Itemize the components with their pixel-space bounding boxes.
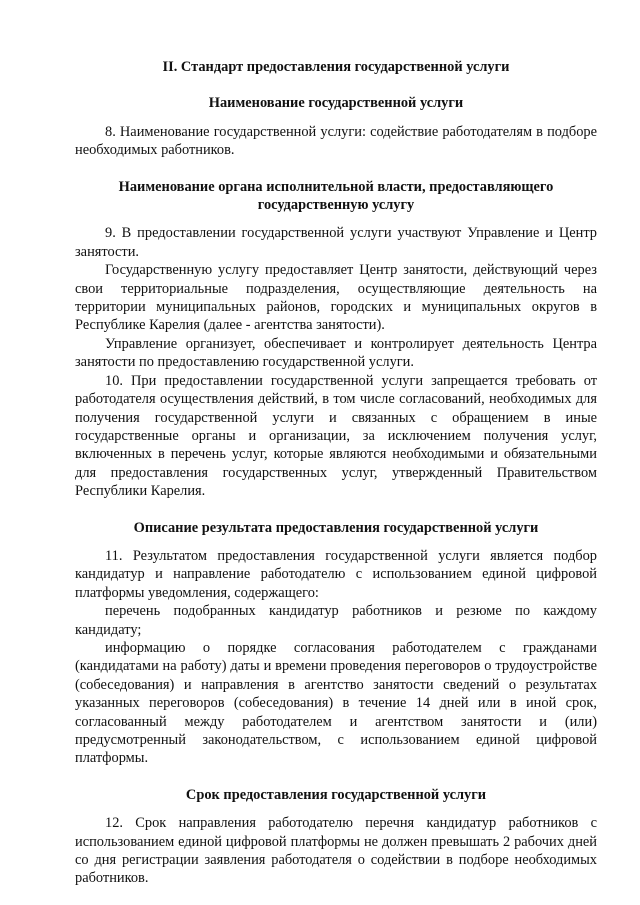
heading-service-term: Срок предоставления государственной услуги <box>185 786 487 803</box>
heading-result-description: Описание результата предоставления государственной услуги <box>133 519 539 536</box>
paragraph-11: 11. Результатом предоставления государственной услуги является подбор кандидатур и направление работодателю с использованием единой цифровой платформы уведомления, содержащего: <box>75 547 597 601</box>
paragraph-candidate-list: перечень подобранных кандидатур работников и резюме по каждому кандидату; <box>75 603 597 638</box>
paragraph-8: 8. Наименование государственной услуги: содействие работодателям в подборе необходимых работников. <box>75 123 597 159</box>
heading-executive-body: Наименование органа исполнительной власти, предоставляющего государственную услугу <box>118 178 554 214</box>
paragraph-12: 12. Срок направления работодателю перечня кандидатур работников с использованием единой цифровой платформы не должен превышать 2 рабочих дней со дня регистрации заявления работодателя о содействии в подборе необходимых работников. <box>75 815 597 887</box>
paragraph-10: 10. При предоставлении государственной услуги запрещается требовать от работодателя осуществления действий, в том числе согласований, необходимых для получения государственной услуги и связанных с обращением в иные государственные органы и организации, за исключением получения услуг, включенных в перечень услуг, которые являются необходимыми и обязательными для предоставления государственных услуг, утвержденный Правительством Республики Карелия. <box>75 372 597 500</box>
paragraph-employment-center: Государственную услугу предоставляет Центр занятости, действующий через свои территориальные подразделения, осуществляющие деятельность на территории муниципальных районов, городских и муниципальных округов в Республике Карелия (далее - агентства занятости). <box>75 262 597 334</box>
heading-service-name: Наименование государственной услуги <box>208 95 464 112</box>
section-title: II. Стандарт предоставления государственной услуги <box>162 59 510 75</box>
document-page <box>75 58 597 888</box>
paragraph-interview-info: информацию о порядке согласования работодателем с гражданами (кандидатами на работу) даты и времени проведения переговоров о трудоустройстве (собеседования) и направления в агентство занятости сведений о результатах указанных переговоров (собеседования) в течение 14 дней или в иной срок, согласованный между работодателем и агентством занятости и (или) предусмотренный законодательством, с использованием единой цифровой платформы. <box>75 639 597 767</box>
paragraph-administration: Управление организует, обеспечивает и контролирует деятельность Центра занятости по предоставлению государственной услуги. <box>75 335 597 371</box>
paragraph-9: 9. В предоставлении государственной услуги участвуют Управление и Центр занятости. <box>75 225 597 260</box>
